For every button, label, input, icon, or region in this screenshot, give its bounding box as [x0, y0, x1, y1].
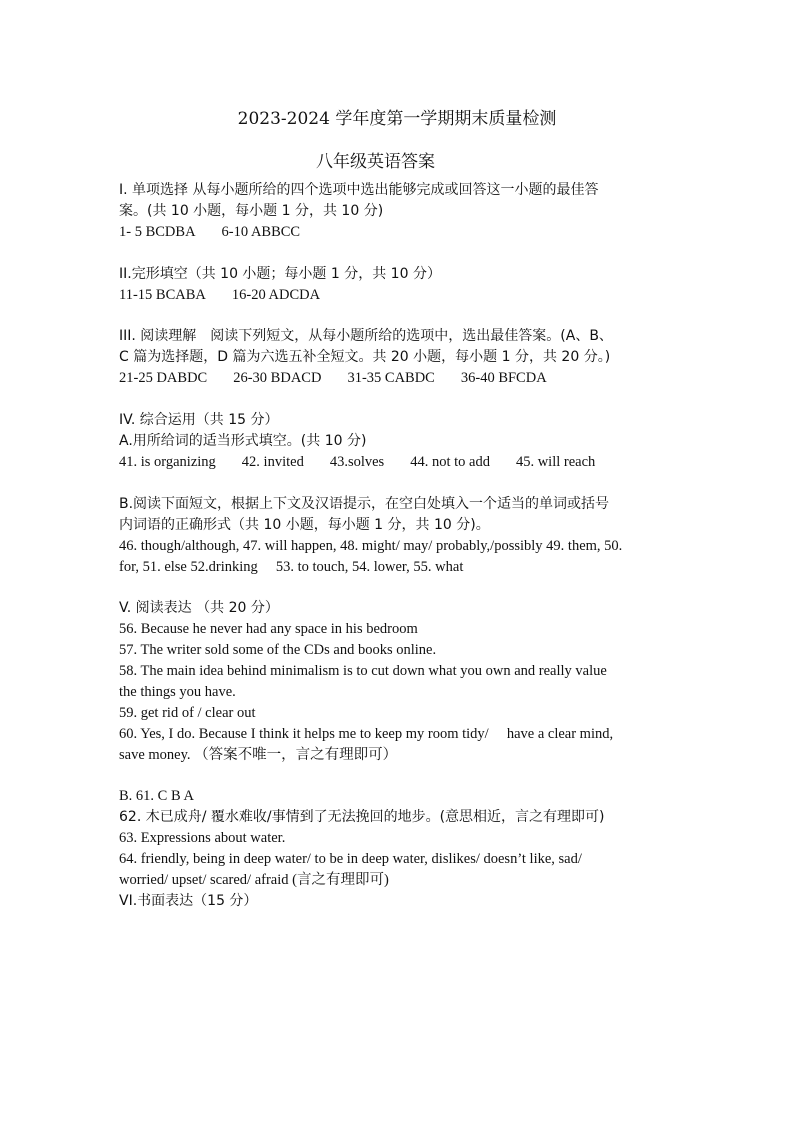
answer-item: 58. The main idea behind minimalism is to cut down what you own and really value — [119, 663, 607, 679]
answer-item: 60. Yes, I do. Because I think it helps me to keep my room tidy/ have a clear mind, — [119, 726, 614, 742]
answer-item: 57. The writer sold some of the CDs and books online. — [119, 642, 437, 658]
answer-item-cont: save money. （答案不唯一，言之有理即可） — [119, 747, 398, 763]
part-b-heading-cont: 内词语的正确形式（共 10 小题，每小题 1 分，共 10 分)。 — [119, 517, 490, 533]
answer-group: 16-20 ADCDA — [231, 287, 321, 303]
answer-item: B. 61. C B A — [119, 788, 194, 804]
answer-item: 44. not to add — [410, 454, 490, 470]
section-heading: V. 阅读表达 （共 20 分） — [119, 600, 279, 616]
section-heading: IV. 综合运用（共 15 分） — [119, 412, 279, 428]
section-single-choice — [119, 180, 679, 243]
answer-line: for, 51. else 52.drinking 53. to touch, 54. lower, 55. what — [119, 559, 464, 575]
answer-item: 64. friendly, being in deep water/ to be in deep water, dislikes/ doesn’t like, sad/ — [119, 851, 582, 867]
section-cloze — [119, 264, 679, 306]
section-heading: I. 单项选择 从每小题所给的四个选项中选出能够完成或回答这一小题的最佳答 — [119, 182, 599, 198]
section-reading-expression-b — [119, 786, 679, 912]
answer-item: 59. get rid of / clear out — [119, 705, 256, 721]
answer-group: 6-10 ABBCC — [221, 224, 301, 240]
section-heading-cont: 案。(共 10 小题，每小题 1 分，共 10 分) — [119, 203, 384, 219]
answer-group: 11-15 BCABA — [119, 287, 206, 303]
answer-item: 62. 木已成舟/ 覆水难收/事情到了无法挽回的地步。(意思相近，言之有理即可) — [119, 809, 605, 825]
answer-item: 43.solves — [329, 454, 385, 470]
section-reading-expression — [119, 598, 679, 766]
answer-item-cont: the things you have. — [119, 684, 236, 700]
answer-item: 56. Because he never had any space in his bedroom — [119, 621, 418, 637]
answer-item: 41. is organizing — [119, 454, 216, 470]
answer-group: 1- 5 BCDBA — [119, 224, 196, 240]
section-heading: II.完形填空（共 10 小题；每小题 1 分，共 10 分） — [119, 266, 441, 282]
answer-line — [119, 222, 679, 243]
part-a-heading: A.用所给词的适当形式填空。(共 10 分) — [119, 433, 367, 449]
page-title: 2023-2024 学年度第一学期期末质量检测 — [237, 109, 557, 129]
section-heading: III. 阅读理解 阅读下列短文，从每小题所给的选项中，选出最佳答案。(A、B、 — [119, 328, 613, 344]
answer-group: 31-35 CABDC — [347, 370, 435, 386]
answer-line — [119, 368, 679, 389]
part-b-heading: B.阅读下面短文，根据上下文及汉语提示，在空白处填入一个适当的单词或括号 — [119, 496, 610, 512]
answer-group: 21-25 DABDC — [119, 370, 208, 386]
answer-group: 36-40 BFCDA — [460, 370, 547, 386]
section-comprehensive — [119, 410, 679, 473]
answer-line — [119, 285, 679, 306]
section-reading — [119, 326, 679, 389]
answer-line — [119, 452, 679, 473]
answer-item: 63. Expressions about water. — [119, 830, 286, 846]
answer-item-cont: worried/ upset/ scared/ afraid (言之有理即可) — [119, 872, 389, 888]
answer-group: 26-30 BDACD — [233, 370, 322, 386]
section-heading: VI.书面表达（15 分） — [119, 893, 258, 909]
answer-item: 42. invited — [241, 454, 304, 470]
section-comprehensive-part-b — [119, 494, 679, 578]
answer-line: 46. though/although, 47. will happen, 48. might/ may/ probably,/possibly 49. them, 50. — [119, 538, 623, 554]
section-heading-cont: C 篇为选择题，D 篇为六选五补全短文。共 20 小题，每小题 1 分，共 20 分。) — [119, 349, 611, 365]
answer-item: 45. will reach — [515, 454, 596, 470]
page-subtitle: 八年级英语答案 — [316, 152, 435, 172]
